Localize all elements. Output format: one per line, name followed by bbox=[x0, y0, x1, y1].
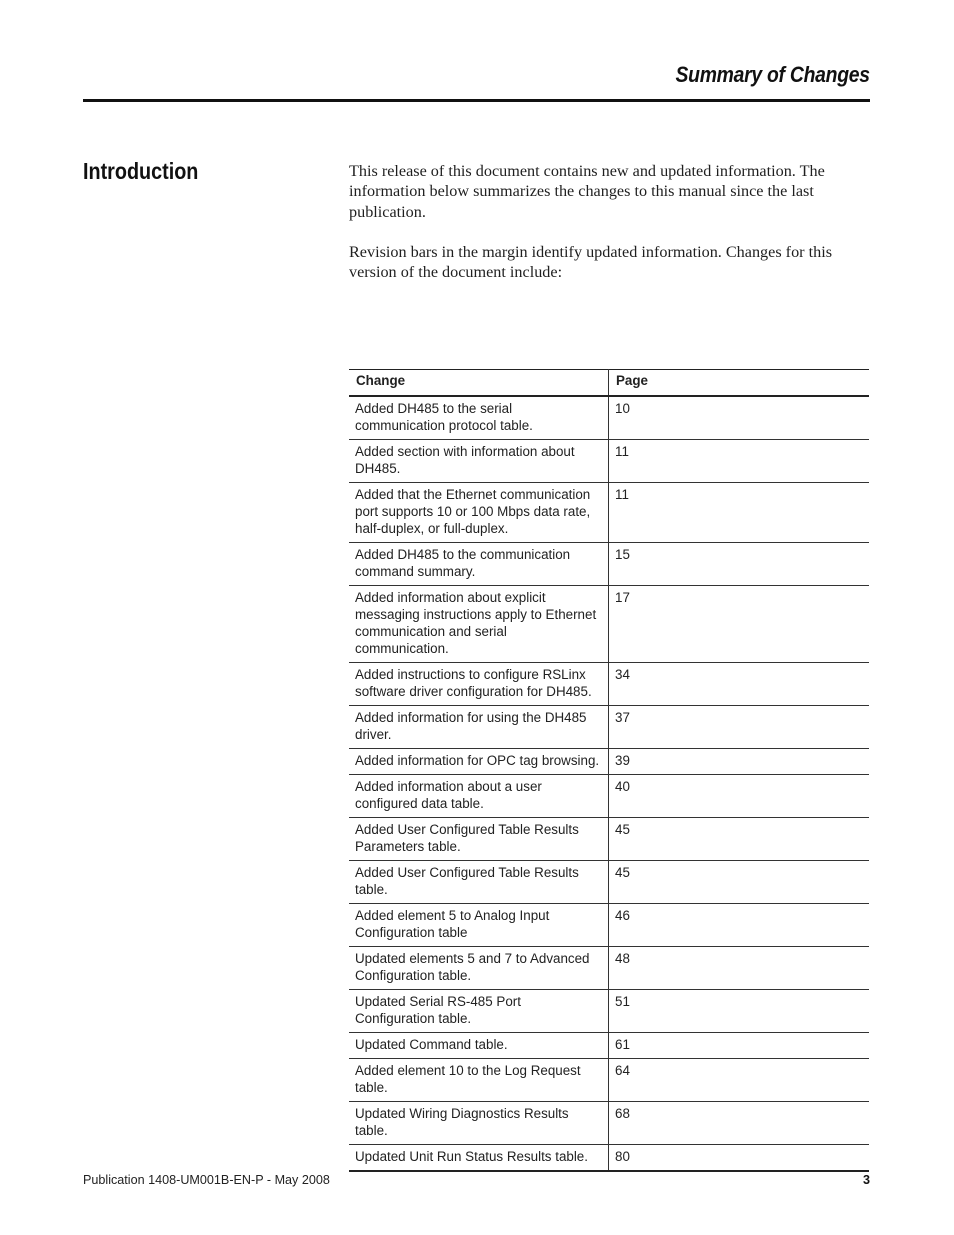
page-cell: 17 bbox=[609, 586, 870, 663]
section-heading-introduction: Introduction bbox=[83, 158, 199, 184]
page-cell: 46 bbox=[609, 904, 870, 947]
table-row bbox=[349, 543, 869, 586]
page-cell: 68 bbox=[609, 1102, 870, 1145]
change-cell: Updated Command table. bbox=[349, 1033, 609, 1059]
table-row bbox=[349, 990, 869, 1033]
table-row bbox=[349, 818, 869, 861]
change-cell: Added DH485 to the serial communication protocol table. bbox=[349, 396, 609, 440]
page-cell: 40 bbox=[609, 775, 870, 818]
table-row bbox=[349, 1033, 869, 1059]
page-cell: 37 bbox=[609, 706, 870, 749]
column-header-change: Change bbox=[349, 370, 609, 397]
table-row bbox=[349, 586, 869, 663]
page-cell: 11 bbox=[609, 483, 870, 543]
change-cell: Added section with information about DH485. bbox=[349, 440, 609, 483]
change-cell: Added element 5 to Analog Input Configuration table bbox=[349, 904, 609, 947]
page-cell: 45 bbox=[609, 818, 870, 861]
table-row bbox=[349, 706, 869, 749]
table-row bbox=[349, 1102, 869, 1145]
changes-table-body bbox=[349, 396, 869, 1171]
change-cell: Updated Serial RS-485 Port Configuration table. bbox=[349, 990, 609, 1033]
table-row bbox=[349, 396, 869, 440]
change-cell: Added information for OPC tag browsing. bbox=[349, 749, 609, 775]
page-cell: 34 bbox=[609, 663, 870, 706]
page-cell: 45 bbox=[609, 861, 870, 904]
change-cell: Added information about explicit messaging instructions apply to Ethernet communication and serial communication. bbox=[349, 586, 609, 663]
change-cell: Updated Wiring Diagnostics Results table. bbox=[349, 1102, 609, 1145]
page-cell: 48 bbox=[609, 947, 870, 990]
change-cell: Added instructions to configure RSLinx software driver configuration for DH485. bbox=[349, 663, 609, 706]
page-cell: 10 bbox=[609, 396, 870, 440]
table-row bbox=[349, 1145, 869, 1172]
page-cell: 11 bbox=[609, 440, 870, 483]
change-cell: Added that the Ethernet communication port supports 10 or 100 Mbps data rate, half-duplex, or full-duplex. bbox=[349, 483, 609, 543]
intro-paragraph-1: This release of this document contains new and updated information. The information below summarizes the changes to this manual since the last publication. bbox=[349, 162, 825, 221]
table-row bbox=[349, 947, 869, 990]
header-rule bbox=[83, 99, 870, 102]
table-header-row bbox=[349, 370, 869, 397]
changes-table bbox=[349, 369, 869, 1172]
table-row bbox=[349, 749, 869, 775]
page-cell: 80 bbox=[609, 1145, 870, 1172]
footer-publication: Publication 1408-UM001B-EN-P - May 2008 bbox=[83, 1173, 330, 1187]
page-header-title: Summary of Changes bbox=[675, 62, 870, 87]
page-cell: 61 bbox=[609, 1033, 870, 1059]
table-row bbox=[349, 440, 869, 483]
change-cell: Added information for using the DH485 driver. bbox=[349, 706, 609, 749]
table-row bbox=[349, 775, 869, 818]
change-cell: Added DH485 to the communication command summary. bbox=[349, 543, 609, 586]
table-row bbox=[349, 1059, 869, 1102]
change-cell: Added User Configured Table Results Parameters table. bbox=[349, 818, 609, 861]
column-header-page: Page bbox=[609, 370, 870, 397]
page-cell: 39 bbox=[609, 749, 870, 775]
change-cell: Updated elements 5 and 7 to Advanced Configuration table. bbox=[349, 947, 609, 990]
footer-page-number: 3 bbox=[862, 1173, 870, 1187]
change-cell: Added element 10 to the Log Request table. bbox=[349, 1059, 609, 1102]
change-cell: Added User Configured Table Results table. bbox=[349, 861, 609, 904]
table-row bbox=[349, 483, 869, 543]
page-cell: 15 bbox=[609, 543, 870, 586]
page-cell: 51 bbox=[609, 990, 870, 1033]
page-cell: 64 bbox=[609, 1059, 870, 1102]
intro-paragraph-2: Revision bars in the margin identify updated information. Changes for this version of the document include: bbox=[349, 243, 832, 282]
change-cell: Added information about a user configured data table. bbox=[349, 775, 609, 818]
change-cell: Updated Unit Run Status Results table. bbox=[349, 1145, 609, 1172]
table-row bbox=[349, 861, 869, 904]
table-row bbox=[349, 904, 869, 947]
table-row bbox=[349, 663, 869, 706]
